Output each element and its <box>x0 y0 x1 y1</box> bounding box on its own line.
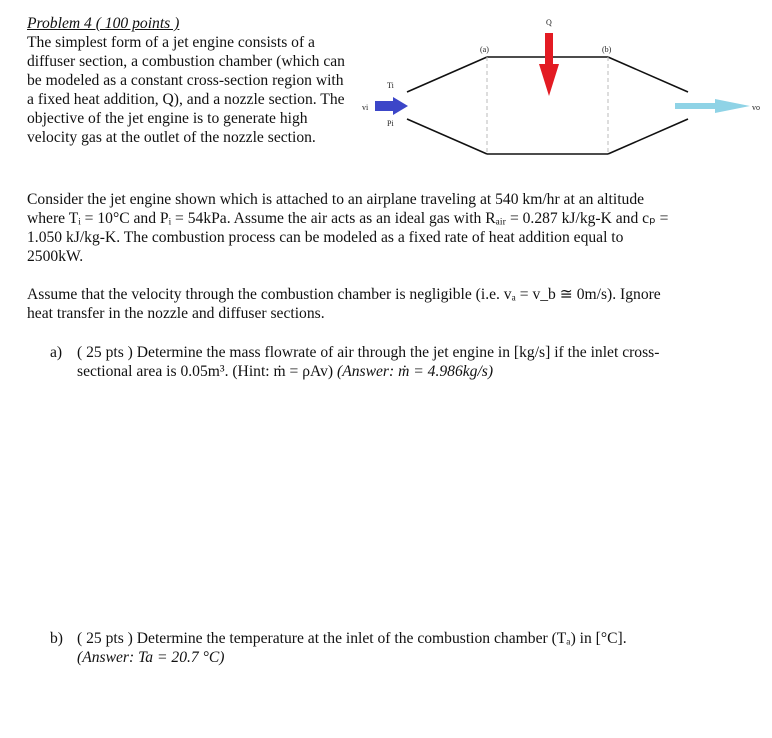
question-b-label: b) <box>50 630 63 647</box>
question-b <box>50 629 680 667</box>
question-a <box>50 343 680 381</box>
label-a: (a) <box>480 45 489 54</box>
heat-arrow-icon <box>539 33 559 96</box>
nozzle-bottom-wall <box>608 119 688 154</box>
label-b: (b) <box>602 45 612 54</box>
inlet-arrow-icon <box>375 97 408 115</box>
intro-text: The simplest form of a jet engine consists of a diffuser section, a combustion chamber (which can be modeled as a constant cross-section region with a fixed heat addition, Q), and a nozzle section. The objective of the jet engine is to generate high velocity gas at the outlet of the nozzle section. <box>27 34 345 146</box>
nozzle-top-wall <box>608 57 688 92</box>
label-q: Q <box>546 18 552 27</box>
question-b-text: ( 25 pts ) Determine the temperature at the inlet of the combustion chamber (Tₐ) in [°C]. <box>77 630 627 647</box>
outlet-arrow-icon <box>675 99 750 113</box>
question-b-answer: (Answer: Ta = 20.7 °C) <box>77 649 225 666</box>
problem-title: Problem 4 ( 100 points ) <box>27 15 180 32</box>
question-a-label: a) <box>50 344 63 361</box>
diffuser-bottom-wall <box>407 119 487 154</box>
question-a-answer: (Answer: ṁ = 4.986kg/s) <box>337 363 494 380</box>
problem-conditions: Consider the jet engine shown which is attached to an airplane traveling at 540 km/hr at an altitude where Tᵢ = 10°C and Pᵢ = 54kPa. Assume the air acts as an ideal gas with Rₐᵢᵣ = 0.287 kJ/kg-K and cₚ = 1.050 kJ/kg-K. The combustion process can be modeled as a fixed rate of heat addition equal to 2500kW. <box>27 191 669 265</box>
jet-engine-diagram <box>0 0 772 180</box>
label-vo: vo <box>752 103 760 112</box>
diffuser-top-wall <box>407 57 487 92</box>
label-vi: vi <box>362 103 369 112</box>
label-pi: Pi <box>387 119 394 128</box>
question-a-text: ( 25 pts ) Determine the mass flowrate of air through the jet engine in [kg/s] if the inlet cross-sectional area is 0.05m³. (Hint: ṁ = ρAv) <box>77 344 660 380</box>
label-ti: Ti <box>387 81 394 90</box>
problem-assumptions: Assume that the velocity through the combustion chamber is negligible (i.e. vₐ = v_b ≅ 0m/s). Ignore heat transfer in the nozzle and diffuser sections. <box>27 286 661 322</box>
